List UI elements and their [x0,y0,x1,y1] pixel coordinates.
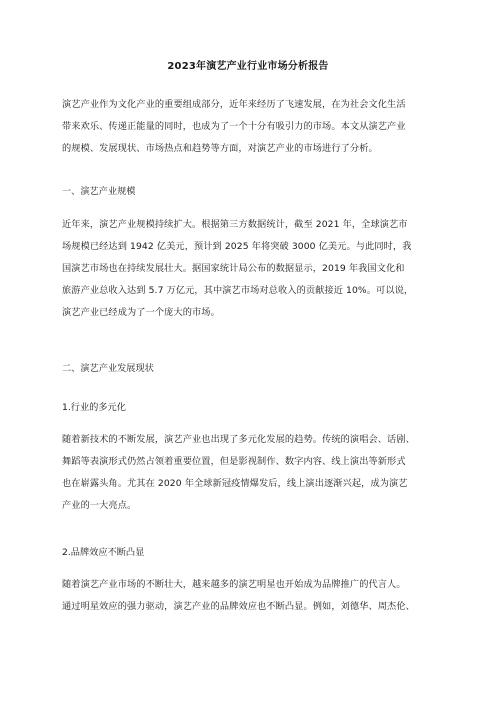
section-heading-scale: 一、演艺产业规模 [62,186,136,197]
paragraph-line: 旅游产业总收入达到 5.7 万亿元，其中演艺市场对总收入的贡献接近 10%。可以说， [62,285,414,296]
paragraph-line: 演艺产业作为文化产业的重要组成部分，近年来经历了飞速发展，在为社会文化生活 [62,99,406,110]
subsection-diversification-paragraph [62,429,437,517]
paragraph-line: 场规模已经达到 1942 亿美元，预计到 2025 年将突破 3000 亿美元。与此同时，我 [62,241,412,252]
paragraph-line: 国演艺市场也在持续发展壮大。据国家统计局公布的数据显示，2019 年我国文化和 [62,263,405,274]
intro-paragraph [62,94,437,160]
paragraph-line: 也在崭露头角。尤其在 2020 年全球新冠疫情爆发后，线上演出逐渐兴起，成为演艺 [62,478,408,489]
section-scale-paragraph [62,214,437,324]
paragraph-line: 近年来，演艺产业规模持续扩大。根据第三方数据统计，截至 2021 年，全球演艺市 [62,219,408,230]
paragraph-line: 演艺产业已经成为了一个庞大的市场。 [62,307,220,318]
paragraph-line: 产业的一大亮点。 [62,500,137,511]
paragraph-line: 舞蹈等表演形式仍然占领着重要位置，但是影视制作、数字内容、线上演出等新形式 [62,456,406,467]
paragraph-line: 随着新技术的不断发展，演艺产业也出现了多元化发展的趋势。传统的演唱会、话剧、 [62,434,415,445]
paragraph-line: 的规模、发展现状、市场热点和趋势等方面，对演艺产业的市场进行了分析。 [62,143,378,154]
section-heading-status: 二、演艺产业发展现状 [62,363,154,374]
subsection-heading-brand: 2.品牌效应不断凸显 [62,547,145,558]
document-title: 2023年演艺产业行业市场分析报告 [167,61,329,72]
paragraph-line: 通过明星效应的强力驱动，演艺产业的品牌效应也不断凸显。例如，刘德华、周杰伦、 [62,601,415,612]
paragraph-line: 带来欢乐、传递正能量的同时，也成为了一个十分有吸引力的市场。本文从演艺产业 [62,121,406,132]
subsection-brand-paragraph [62,574,437,618]
subsection-heading-diversification: 1.行业的多元化 [62,402,126,413]
paragraph-line: 随着演艺产业市场的不断壮大，越来越多的演艺明星也开始成为品牌推广的代言人。 [62,579,406,590]
